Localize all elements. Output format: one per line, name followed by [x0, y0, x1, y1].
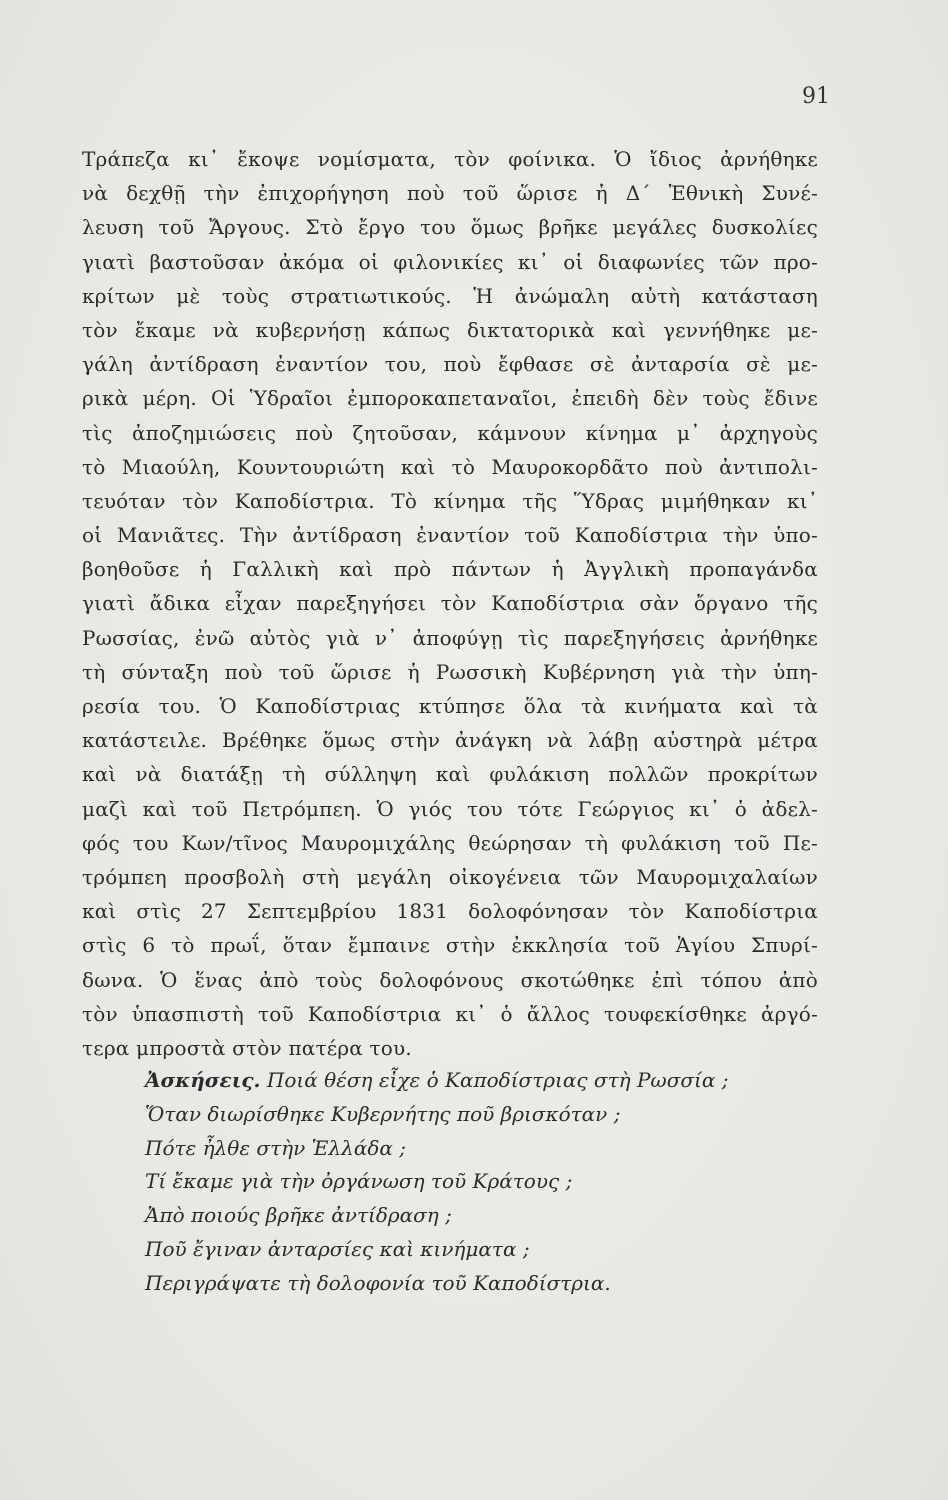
text-line: Τράπεζα κι᾽ ἔκοψε νομίσματα, τὸν φοίνικα. Ὁ ἴδιος ἀρνήθηκε — [82, 147, 818, 171]
text-line: κρίτων μὲ τοὺς στρατιωτικούς. Ἡ ἀνώμαλη αὐτὴ κατάσταση — [82, 283, 818, 308]
text-line: τὸ Μιαούλη, Κουντουριώτη καὶ τὸ Μαυροκορδᾶτο ποὺ ἀντιπολι- — [82, 454, 818, 479]
exercise-question — [145, 1064, 825, 1098]
exercise-question: Πότε ἦλθε στὴν Ἑλλάδα ; — [145, 1135, 406, 1160]
text-line: ρεσία του. Ὁ Καποδίστριας κτύπησε ὅλα τὰ κινήματα καὶ τὰ — [82, 694, 818, 718]
page-number: 91 — [802, 84, 830, 109]
text-line: τὸν ἔκαμε νὰ κυβερνήσῃ κάπως δικτατορικὰ καὶ γεννήθηκε με- — [82, 317, 818, 342]
text-line: οἱ Μανιᾶτες. Τὴν ἀντίδραση ἐναντίον τοῦ Καποδίστρια τὴν ὑπο- — [82, 523, 818, 548]
body-paragraph — [82, 142, 818, 1065]
text-line: τευόταν τὸν Καποδίστρια. Τὸ κίνημα τῆς Ὕδρας μιμήθηκαν κι᾽ — [82, 488, 818, 513]
text-line: ρικὰ μέρη. Οἱ Ὑδραῖοι ἐμποροκαπεταναῖοι, ἐπειδὴ δὲν τοὺς ἔδινε — [82, 386, 818, 411]
text-line: βοηθοῦσε ἡ Γαλλικὴ καὶ πρὸ πάντων ἡ Ἀγγλικὴ προπαγάνδα — [82, 557, 818, 582]
text-line: Ρωσσίας, ἐνῶ αὐτὸς γιὰ ν᾽ ἀποφύγῃ τὶς παρεξηγήσεις ἀρνήθηκε — [82, 625, 818, 650]
text-line: καὶ νὰ διατάξῃ τὴ σύλληψη καὶ φυλάκιση πολλῶν προκρίτων — [82, 762, 818, 787]
exercise-question: Τί ἔκαμε γιὰ τὴν ὀργάνωση τοῦ Κράτους ; — [145, 1169, 573, 1194]
text-line: νὰ δεχθῇ τὴν ἐπιχορήγηση ποὺ τοῦ ὥρισε ἡ Δ´ Ἐθνικὴ Συνέ- — [82, 181, 818, 206]
exercise-question: Περιγράψατε τὴ δολοφονία τοῦ Καποδίστρια. — [145, 1270, 611, 1295]
text-line: τρόμπεη προσβολὴ στὴ μεγάλη οἰκογένεια τῶν Μαυρομιχαλαίων — [82, 864, 818, 889]
text-line: τὴ σύνταξη ποὺ τοῦ ὥρισε ἡ Ρωσσικὴ Κυβέρνηση γιὰ τὴν ὑπη- — [82, 659, 818, 684]
exercise-question: Ὅταν διωρίσθηκε Κυβερνήτης ποῦ βρισκόταν ; — [145, 1101, 621, 1126]
text-line-last: τερα μπροστὰ στὸν πατέρα του. — [82, 1035, 412, 1060]
text-line: γάλη ἀντίδραση ἐναντίον του, ποὺ ἔφθασε σὲ ἀνταρσία σὲ με- — [82, 352, 818, 377]
text-line: μαζὶ καὶ τοῦ Πετρόμπεη. Ὁ γιός του τότε Γεώργιος κι᾽ ὁ ἀδελ- — [82, 796, 818, 821]
text-line: καὶ στὶς 27 Σεπτεμβρίου 1831 δολοφόνησαν τὸν Καποδίστρια — [82, 899, 818, 924]
text-line: τὸν ὑπασπιστὴ τοῦ Καποδίστρια κι᾽ ὁ ἄλλος τουφεκίσθηκε ἀργό- — [82, 1001, 818, 1026]
text-line: γιατὶ βαστοῦσαν ἀκόμα οἱ φιλονικίες κι᾽ οἱ διαφωνίες τῶν προ- — [82, 249, 818, 274]
text-line: δωνα. Ὁ ἕνας ἀπὸ τοὺς δολοφόνους σκοτώθηκε ἐπὶ τόπου ἀπὸ — [82, 967, 818, 992]
exercise-question-text: Ποιά θέση εἶχε ὁ Καποδίστριας στὴ Ρωσσία ; — [266, 1068, 729, 1092]
text-line: γιατὶ ἄδικα εἶχαν παρεξηγήσει τὸν Καποδίστρια σὰν ὄργανο τῆς — [82, 591, 818, 616]
exercise-question: Ἀπὸ ποιούς βρῆκε ἀντίδραση ; — [145, 1203, 452, 1228]
text-line: λευση τοῦ Ἄργους. Στὸ ἔργο του ὅμως βρῆκε μεγάλες δυσκολίες — [82, 215, 818, 240]
text-line: φός του Κων/τῖνος Μαυρομιχάλης θεώρησαν τὴ φυλάκιση τοῦ Πε- — [82, 830, 818, 855]
exercises-label: Ἀσκήσεις. — [145, 1068, 261, 1092]
text-line: στὶς 6 τὸ πρωΐ, ὅταν ἔμπαινε στὴν ἐκκλησία τοῦ Ἁγίου Σπυρί- — [82, 933, 818, 958]
exercise-question: Ποῦ ἔγιναν ἀνταρσίες καὶ κινήματα ; — [145, 1236, 530, 1261]
text-line: κατάστειλε. Βρέθηκε ὅμως στὴν ἀνάγκη νὰ λάβῃ αὐστηρὰ μέτρα — [82, 728, 818, 753]
text-line: τὶς ἀποζημιώσεις ποὺ ζητοῦσαν, κάμνουν κίνημα μ᾽ ἀρχηγοὺς — [82, 420, 818, 445]
exercises-section — [145, 1064, 825, 1301]
